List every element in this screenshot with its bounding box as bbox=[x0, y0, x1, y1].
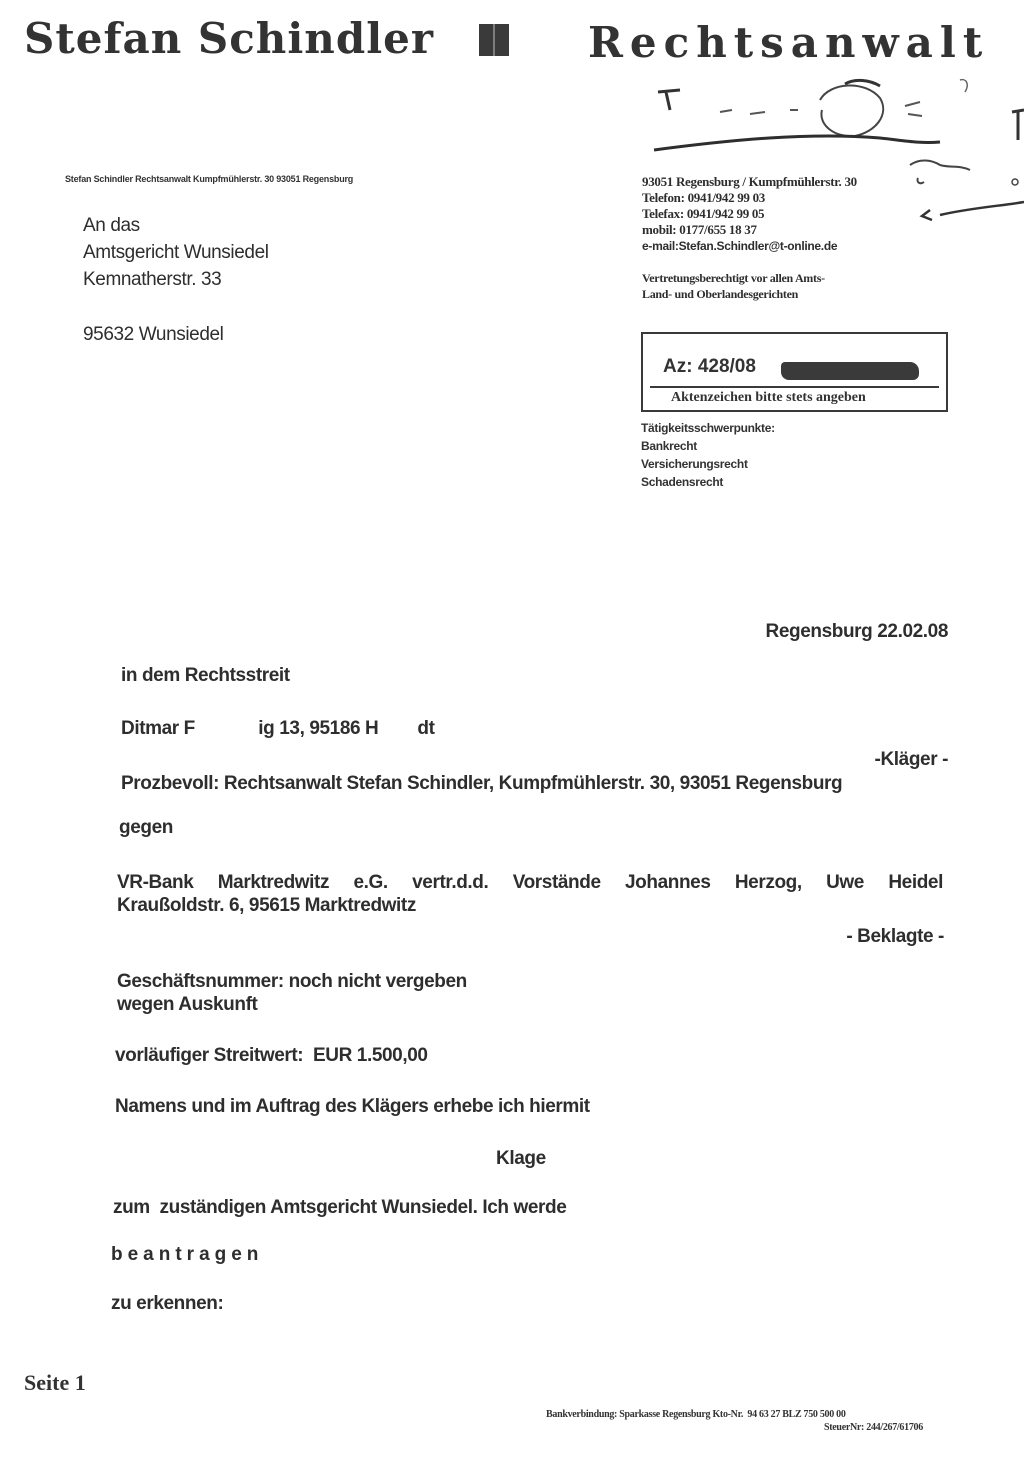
case-reference-note: Aktenzeichen bitte stets angeben bbox=[671, 390, 866, 405]
contact-fax: Telefax: 0941/942 99 05 bbox=[642, 206, 765, 221]
contact-address: 93051 Regensburg / Kumpfmühlerstr. 30 bbox=[642, 174, 857, 189]
plaintiff-role: -Kläger - bbox=[874, 749, 948, 770]
defendant-word: vertr.d.d. bbox=[412, 872, 489, 893]
defendant-role: - Beklagte - bbox=[846, 926, 944, 947]
defendant-word: VR-Bank bbox=[117, 872, 194, 893]
contact-phone: Telefon: 0941/942 99 03 bbox=[642, 190, 765, 205]
on-behalf-line: Namens und im Auftrag des Klägers erhebe ich hiermit bbox=[115, 1096, 590, 1117]
letter-date: Regensburg 22.02.08 bbox=[765, 621, 948, 642]
defendant-word: Johannes bbox=[625, 872, 711, 893]
contact-email: e-mail:Stefan.Schindler@t-online.de bbox=[642, 239, 838, 253]
defendant-word: e.G. bbox=[353, 872, 388, 893]
focus-areas bbox=[641, 419, 775, 491]
page-number: Seite 1 bbox=[24, 1370, 86, 1395]
sender-return-address: Stefan Schindler Rechtsanwalt Kumpfmühlerstr. 30 93051 Regensburg bbox=[65, 174, 354, 184]
footer-bank-details bbox=[546, 1408, 923, 1434]
recipient-address bbox=[83, 212, 269, 348]
apply-line: beantragen bbox=[111, 1244, 264, 1265]
counsel-line: Prozbevoll: Rechtsanwalt Stefan Schindler, Kumpfmühlerstr. 30, 93051 Regensburg bbox=[121, 773, 843, 794]
admission-line: Land- und Oberlandesgerichten bbox=[642, 287, 798, 301]
against-line: gegen bbox=[119, 817, 173, 838]
defendant-word: Marktredwitz bbox=[217, 872, 330, 893]
divider bbox=[650, 386, 939, 388]
subject-line: wegen Auskunft bbox=[117, 994, 258, 1015]
redaction-mark bbox=[781, 362, 919, 380]
case-reference-box bbox=[641, 332, 948, 412]
claim-value-line: vorläufiger Streitwert: EUR 1.500,00 bbox=[115, 1045, 428, 1066]
defendant-word: Heidel bbox=[888, 872, 943, 893]
defendant-word: Uwe bbox=[826, 872, 864, 893]
bank-account-line: Bankverbindung: Sparkasse Regensburg Kto-Nr. 94 63 27 BLZ 750 500 00 bbox=[546, 1409, 846, 1420]
focus-item: Bankrecht bbox=[641, 439, 697, 453]
defendant-word: Herzog, bbox=[734, 872, 802, 893]
contact-block bbox=[642, 174, 857, 302]
recipient-line: Amtsgericht Wunsiedel bbox=[83, 242, 269, 263]
admission-line: Vertretungsberechtigt vor allen Amts- bbox=[642, 271, 825, 285]
tax-number-line: SteuerNr: 244/267/61706 bbox=[824, 1422, 923, 1433]
letterhead-divider-mark bbox=[479, 24, 509, 56]
contact-mobile: mobil: 0177/655 18 37 bbox=[642, 222, 757, 237]
intro-line: in dem Rechtsstreit bbox=[121, 665, 290, 686]
case-reference-label: Az: 428/08 bbox=[663, 356, 756, 377]
focus-heading: Tätigkeitsschwerpunkte: bbox=[641, 421, 775, 435]
focus-item: Versicherungsrecht bbox=[641, 457, 748, 471]
court-line: zum zuständigen Amtsgericht Wunsiedel. Ich werde bbox=[113, 1197, 567, 1218]
recognize-line: zu erkennen: bbox=[111, 1293, 224, 1314]
defendant-address: Kraußoldstr. 6, 95615 Marktredwitz bbox=[117, 895, 416, 916]
recipient-line: An das bbox=[83, 215, 140, 236]
plaintiff-line: Ditmar F ig 13, 95186 H dt bbox=[121, 718, 435, 739]
claim-heading: Klage bbox=[496, 1148, 546, 1169]
defendant-word: Vorstände bbox=[512, 872, 601, 893]
recipient-line: Kemnatherstr. 33 bbox=[83, 269, 222, 290]
case-number-line: Geschäftsnummer: noch nicht vergeben bbox=[117, 971, 467, 992]
defendant-line bbox=[117, 872, 943, 894]
letterhead-name: Stefan Schindler bbox=[24, 14, 434, 63]
letterhead-title: Rechtsanwalt bbox=[588, 18, 990, 67]
recipient-line: 95632 Wunsiedel bbox=[83, 324, 224, 345]
focus-item: Schadensrecht bbox=[641, 475, 724, 489]
